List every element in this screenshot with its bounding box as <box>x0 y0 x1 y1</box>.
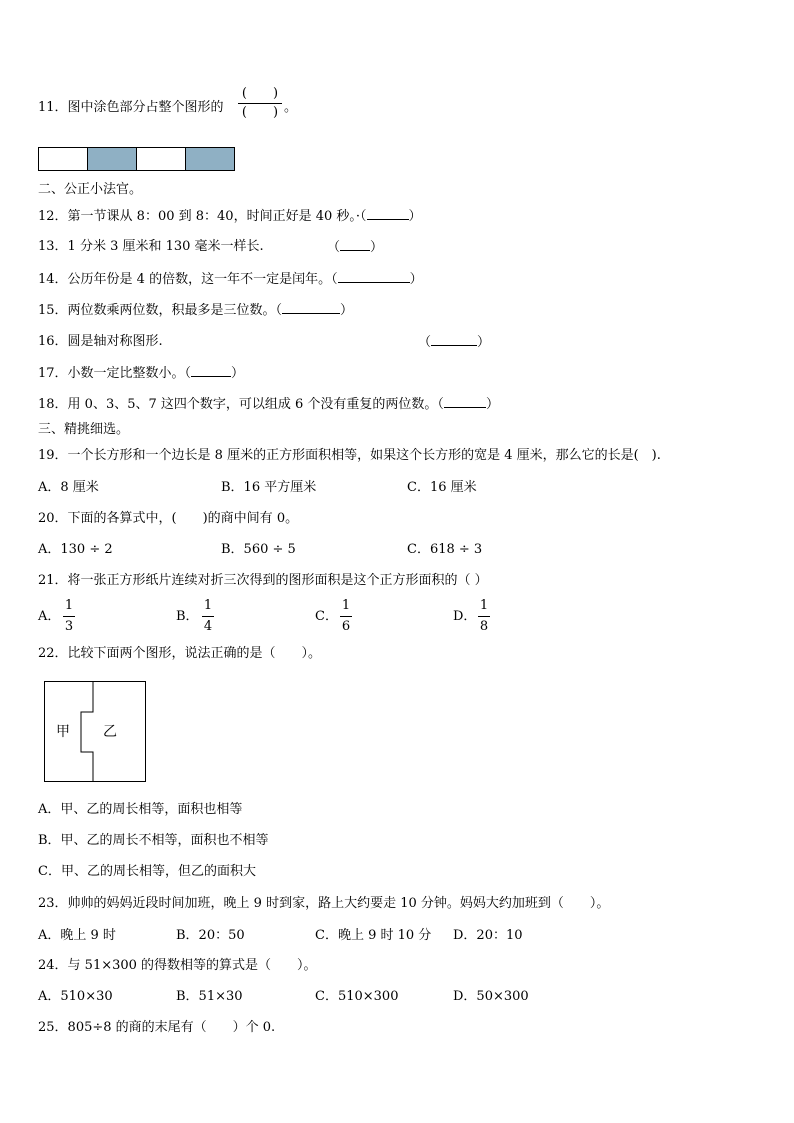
question-22: 22．比较下面两个图形，说法正确的是（ ）。 <box>38 646 322 661</box>
paren-close: ） <box>409 272 423 287</box>
option-label: C． <box>315 609 338 624</box>
strip-cell <box>137 148 186 170</box>
answer-blank[interactable] <box>431 333 477 346</box>
option-c[interactable]: C．510×300 <box>315 989 399 1004</box>
answer-fraction <box>238 86 282 121</box>
option-label: B． <box>176 609 199 624</box>
figure-label-yi: 乙 <box>103 724 117 740</box>
figure-label-jia: 甲 <box>56 724 70 740</box>
strip-cell <box>39 148 88 170</box>
option-b[interactable]: B．20：50 <box>176 928 245 943</box>
numerator: 1 <box>64 598 74 613</box>
denominator: 8 <box>479 619 489 634</box>
shaded-strip-figure <box>38 147 235 171</box>
question-12-text: 12．第一节课从 8：00 到 8：40，时间正好是 40 秒。·（ <box>38 209 367 224</box>
question-19: 19．一个长方形和一个边长是 8 厘米的正方形面积相等，如果这个长方形的宽是 4 厘米，那么它的长是( ). <box>38 448 661 463</box>
option-d[interactable]: D．50×300 <box>453 989 529 1004</box>
answer-blank[interactable] <box>444 395 486 408</box>
answer-blank[interactable] <box>282 301 340 314</box>
paren-close: ） <box>485 397 499 412</box>
question-11-end: 。 <box>284 100 298 115</box>
question-11-text: 11．图中涂色部分占整个图形的 <box>38 100 224 115</box>
numerator: 1 <box>203 598 213 613</box>
denominator: 6 <box>341 619 351 634</box>
question-16-answer <box>418 333 490 352</box>
option-a[interactable]: A．8 厘米 <box>38 480 99 495</box>
denominator: 3 <box>64 619 74 634</box>
question-14 <box>38 270 423 289</box>
option-c[interactable] <box>315 608 338 626</box>
question-13 <box>38 238 264 256</box>
question-17 <box>38 364 244 383</box>
question-16-text: 16．圆是轴对称图形. <box>38 334 163 349</box>
fraction-denominator-blank[interactable]: ( ) <box>241 105 279 120</box>
option-c[interactable]: C．16 厘米 <box>407 480 477 495</box>
option-c[interactable]: C．甲、乙的周长相等，但乙的面积大 <box>38 864 256 879</box>
question-15 <box>38 301 353 320</box>
paren-close: ） <box>340 303 354 318</box>
option-a[interactable]: A．510×30 <box>38 989 113 1004</box>
paren-close: ） <box>370 240 384 255</box>
strip-cell <box>186 148 234 170</box>
question-16 <box>38 333 163 351</box>
denominator: 4 <box>203 619 213 634</box>
answer-blank[interactable] <box>191 364 231 377</box>
question-11 <box>38 99 224 117</box>
question-20: 20．下面的各算式中，( )的商中间有 0。 <box>38 511 299 526</box>
option-d-fraction <box>478 598 490 635</box>
option-b[interactable]: B．甲、乙的周长不相等，面积也不相等 <box>38 833 269 848</box>
question-12 <box>38 207 422 226</box>
paren-close: ） <box>231 366 245 381</box>
fraction-numerator-blank[interactable]: ( ) <box>241 86 279 101</box>
option-label: A． <box>38 609 61 624</box>
option-a[interactable]: A．晚上 9 时 <box>38 928 116 943</box>
paren-open: （ <box>327 240 341 255</box>
option-a-fraction <box>63 598 75 635</box>
strip-cell <box>88 148 137 170</box>
answer-blank[interactable] <box>340 238 370 251</box>
section-3-heading: 三、精挑细选。 <box>38 422 130 437</box>
question-13-answer <box>327 238 383 257</box>
option-d[interactable]: D．20：10 <box>453 928 523 943</box>
question-18 <box>38 395 499 414</box>
option-c[interactable]: C．618 ÷ 3 <box>407 542 483 557</box>
question-21: 21．将一张正方形纸片连续对折三次得到的图形面积是这个正方形面积的（ ） <box>38 573 488 588</box>
numerator: 1 <box>341 598 351 613</box>
question-17-text: 17．小数一定比整数小。（ <box>38 366 192 381</box>
option-c[interactable]: C．晚上 9 时 10 分 <box>315 928 432 943</box>
paren-close: ） <box>408 209 422 224</box>
option-a[interactable] <box>38 608 60 626</box>
question-24: 24．与 51×300 的得数相等的算式是（ ）。 <box>38 958 317 973</box>
answer-blank[interactable] <box>338 270 410 283</box>
question-25: 25．805÷8 的商的末尾有（ ）个 0. <box>38 1020 276 1035</box>
option-a[interactable]: A．甲、乙的周长相等，面积也相等 <box>38 802 243 817</box>
option-b[interactable]: B．51×30 <box>176 989 243 1004</box>
question-15-text: 15．两位数乘两位数，积最多是三位数。（ <box>38 303 283 318</box>
option-a[interactable]: A．130 ÷ 2 <box>38 542 113 557</box>
question-23: 23．帅帅的妈妈近段时间加班，晚上 9 时到家，路上大约要走 10 分钟。妈妈大约加班到（ ）。 <box>38 896 610 911</box>
numerator: 1 <box>479 598 489 613</box>
answer-blank[interactable] <box>367 207 409 220</box>
paren-close: ） <box>477 335 491 350</box>
option-label: D． <box>453 609 477 624</box>
option-b-fraction <box>202 598 214 635</box>
option-d[interactable] <box>453 608 476 626</box>
paren-open: （ <box>418 335 432 350</box>
option-b[interactable] <box>176 608 199 626</box>
option-b[interactable]: B．16 平方厘米 <box>221 480 317 495</box>
option-b[interactable]: B．560 ÷ 5 <box>221 542 296 557</box>
section-2-heading: 二、公正小法官。 <box>38 182 143 197</box>
question-13-text: 13．1 分米 3 厘米和 130 毫米一样长. <box>38 239 264 254</box>
option-c-fraction <box>340 598 352 635</box>
question-18-text: 18．用 0、3、5、7 这四个数字，可以组成 6 个没有重复的两位数。（ <box>38 397 444 412</box>
question-14-text: 14．公历年份是 4 的倍数，这一年不一定是闰年。（ <box>38 272 338 287</box>
